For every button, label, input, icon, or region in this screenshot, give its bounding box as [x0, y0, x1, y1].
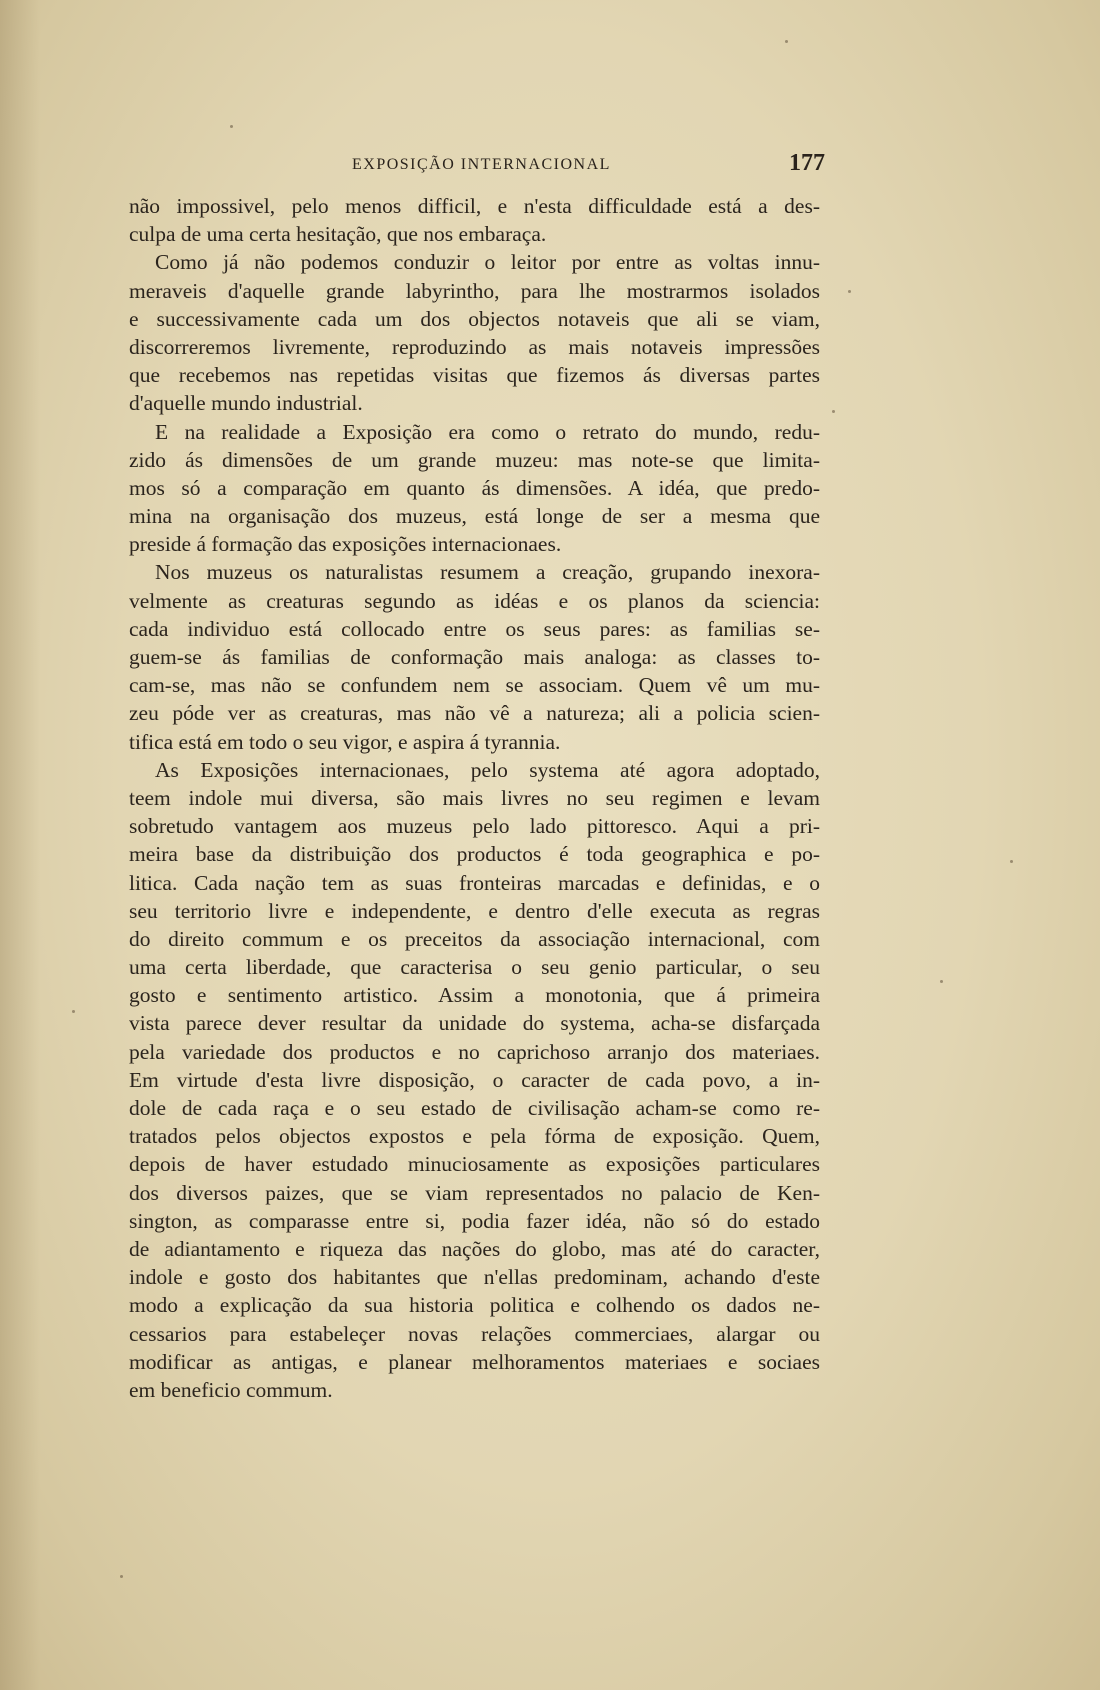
text-line: mina na organisação dos muzeus, está longe de ser a mesma que: [129, 504, 820, 529]
text-line: zeu póde ver as creaturas, mas não vê a natureza; ali a policia scien-: [129, 701, 820, 726]
text-line: velmente as creaturas segundo as idéas e os planos da sciencia:: [129, 588, 820, 613]
text-line: dole de cada raça e o seu estado de civilisação acham-se como re-: [129, 1096, 820, 1120]
text-line: cam-se, mas não se confundem nem se associam. Quem vê um mu-: [129, 673, 820, 698]
text-line: culpa de uma certa hesitação, que nos embaraça.: [129, 222, 547, 247]
text-line: As Exposições internacionaes, pelo systema até agora adoptado,: [155, 757, 820, 782]
text-line: não impossivel, pelo menos difficil, e n'esta difficuldade está a des-: [129, 194, 820, 218]
text-line: E na realidade a Exposição era como o retrato do mundo, redu-: [155, 419, 820, 444]
text-line: do direito commum e os preceitos da associação internacional, com: [129, 926, 820, 951]
paper-speck: [785, 40, 788, 43]
text-line: sington, as comparasse entre si, podia fazer idéa, não só do estado: [129, 1208, 820, 1233]
text-line: e successivamente cada um dos objectos notaveis que ali se viam,: [129, 306, 820, 331]
page-number: 177: [789, 150, 825, 176]
text-line: gosto e sentimento artistico. Assim a monotonia, que á primeira: [129, 983, 820, 1008]
paper-speck: [72, 1010, 75, 1013]
text-line: em beneficio commum.: [129, 1377, 333, 1402]
text-line: mos só a comparação em quanto ás dimensões. A idéa, que predo-: [129, 475, 820, 500]
text-line: guem-se ás familias de conformação mais analoga: as classes to-: [129, 645, 820, 669]
page-header: [130, 150, 825, 182]
text-line: seu territorio livre e independente, e dentro d'elle executa as regras: [129, 898, 820, 923]
text-line: tifica está em todo o seu vigor, e aspira á tyrannia.: [129, 729, 561, 754]
paper-speck: [1010, 860, 1013, 863]
text-line: uma certa liberdade, que caracterisa o seu genio particular, o seu: [129, 955, 820, 980]
text-line: d'aquelle mundo industrial.: [129, 391, 363, 416]
text-line: cada individuo está collocado entre os seus pares: as familias se-: [129, 616, 820, 641]
text-line: modo a explicação da sua historia politica e colhendo os dados ne-: [129, 1293, 820, 1318]
text-line: meira base da distribuição dos productos é toda geographica e po-: [129, 842, 820, 867]
text-line: Como já não podemos conduzir o leitor por entre as voltas innu-: [155, 250, 820, 275]
text-line: modificar as antigas, e planear melhoramentos materiaes e sociaes: [129, 1349, 820, 1374]
text-line: indole e gosto dos habitantes que n'ellas predominam, achando d'este: [129, 1265, 820, 1290]
text-line: litica. Cada nação tem as suas fronteiras marcadas e definidas, e o: [129, 870, 820, 895]
text-line: pela variedade dos productos e no caprichoso arranjo dos materiaes.: [129, 1039, 820, 1064]
paper-speck: [120, 1575, 123, 1578]
text-line: sobretudo vantagem aos muzeus pelo lado pittoresco. Aqui a pri-: [129, 814, 820, 839]
paper-speck: [832, 410, 835, 413]
body-text: [129, 192, 820, 1404]
text-line: cessarios para estabeleçer novas relações commerciaes, alargar ou: [129, 1321, 820, 1346]
text-line: preside á formação das exposições internacionaes.: [129, 532, 562, 557]
text-line: teem indole mui diversa, são mais livres no seu regimen e levam: [129, 785, 820, 810]
text-line: de adiantamento e riqueza das nações do globo, mas até do caracter,: [129, 1236, 820, 1261]
page-edge-shadow: [0, 0, 40, 1690]
paper-speck: [230, 125, 233, 128]
text-line: depois de haver estudado minuciosamente as exposições particulares: [129, 1152, 820, 1177]
paper-speck: [848, 290, 851, 293]
text-line: dos diversos paizes, que se viam representados no palacio de Ken-: [129, 1180, 820, 1205]
text-line: zido ás dimensões de um grande muzeu: mas note-se que limita-: [129, 447, 820, 472]
text-line: Nos muzeus os naturalistas resumem a creação, grupando inexora-: [155, 560, 820, 585]
text-line: vista parece dever resultar da unidade do systema, acha-se disfarçada: [129, 1011, 820, 1036]
text-line: Em virtude d'esta livre disposição, o caracter de cada povo, a in-: [129, 1067, 820, 1092]
text-line: discorreremos livremente, reproduzindo as mais notaveis impressões: [129, 334, 820, 359]
text-line: tratados pelos objectos expostos e pela fórma de exposição. Quem,: [129, 1124, 820, 1149]
text-line: meraveis d'aquelle grande labyrintho, para lhe mostrarmos isolados: [129, 278, 820, 303]
paper-speck: [940, 980, 943, 983]
text-line: que recebemos nas repetidas visitas que fizemos ás diversas partes: [129, 363, 820, 388]
running-title: EXPOSIÇÃO INTERNACIONAL: [352, 156, 611, 173]
